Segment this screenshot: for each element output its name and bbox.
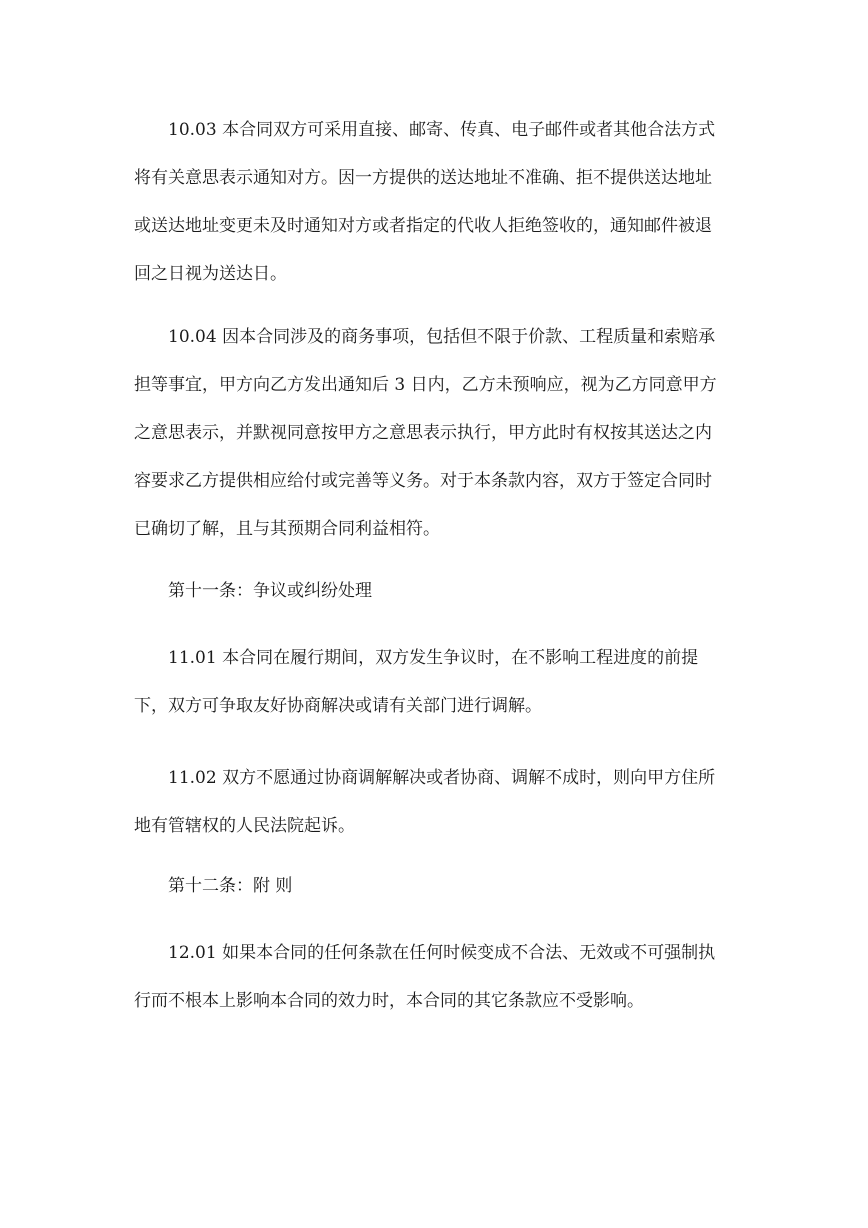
article-12-heading: 第十二条：附 则 xyxy=(168,876,293,896)
clause-line: 将有关意思表示通知对方。因一方提供的送达地址不准确、拒不提供送达地址 xyxy=(134,168,712,188)
clause-line: 地有管辖权的人民法院起诉。 xyxy=(134,816,355,836)
clause-11-01 xyxy=(134,634,734,730)
clause-line: 之意思表示，并默视同意按甲方之意思表示执行，甲方此时有权按其送达之内 xyxy=(134,423,712,443)
clause-line: 12.01 如果本合同的任何条款在任何时候变成不合法、无效或不可强制执 xyxy=(168,943,716,963)
clause-line: 行而不根本上影响本合同的效力时，本合同的其它条款应不受影响。 xyxy=(134,991,644,1011)
clause-12-01 xyxy=(134,929,734,1025)
clause-line: 10.03 本合同双方可采用直接、邮寄、传真、电子邮件或者其他合法方式 xyxy=(168,120,716,140)
clause-line: 担等事宜，甲方向乙方发出通知后 3 日内，乙方未预响应，视为乙方同意甲方 xyxy=(134,375,717,395)
article-11-heading: 第十一条：争议或纠纷处理 xyxy=(168,581,372,601)
clause-line: 已确切了解，且与其预期合同利益相符。 xyxy=(134,519,440,539)
clause-line: 回之日视为送达日。 xyxy=(134,264,287,284)
clause-10-03 xyxy=(134,106,734,298)
clause-line: 11.01 本合同在履行期间，双方发生争议时，在不影响工程进度的前提 xyxy=(168,648,699,668)
clause-line: 10.04 因本合同涉及的商务事项，包括但不限于价款、工程质量和索赔承 xyxy=(168,327,716,347)
clause-10-04 xyxy=(134,313,734,553)
clause-11-02 xyxy=(134,754,734,850)
clause-line: 11.02 双方不愿通过协商调解解决或者协商、调解不成时，则向甲方住所 xyxy=(168,768,716,788)
clause-line: 容要求乙方提供相应给付或完善等义务。对于本条款内容，双方于签定合同时 xyxy=(134,471,712,491)
clause-line: 下，双方可争取友好协商解决或请有关部门进行调解。 xyxy=(134,696,542,716)
clause-line: 或送达地址变更未及时通知对方或者指定的代收人拒绝签收的，通知邮件被退 xyxy=(134,216,712,236)
